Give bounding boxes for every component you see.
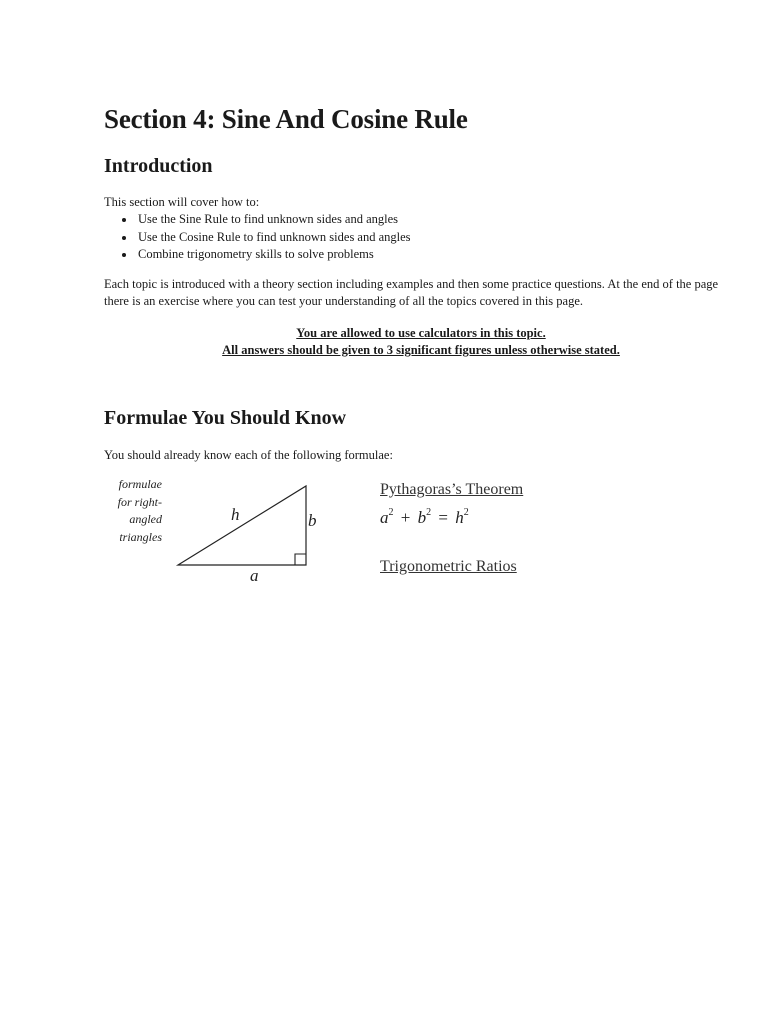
list-item: • Combine trigonometry skills to solve problems: [136, 246, 636, 264]
formula-a: a: [380, 508, 389, 527]
caption-line: triangles: [119, 529, 162, 544]
hypotenuse-label: h: [231, 505, 240, 524]
introduction-lead: This section will cover how to:: [104, 195, 260, 209]
notice-line-significant-figures: All answers should be given to 3 significant figures unless otherwise stated.: [222, 343, 620, 357]
trigonometric-ratios-title: Trigonometric Ratios: [380, 558, 517, 575]
formula-plus: +: [400, 508, 411, 527]
list-item: • Use the Cosine Rule to find unknown sides and angles: [136, 229, 636, 247]
section-title: Section 4: Sine And Cosine Rule: [104, 104, 468, 134]
caption-line: angled: [129, 512, 162, 526]
notice-line-calculators: You are allowed to use calculators in this topic.: [296, 326, 546, 340]
list-item: • Use the Sine Rule to find unknown sides and angles: [136, 211, 636, 229]
right-triangle-figure: [104, 474, 534, 584]
triangle-shape: [178, 486, 306, 565]
formula-exponent: 2: [388, 507, 394, 518]
formula-b: b: [417, 508, 427, 527]
introduction-heading: Introduction: [104, 155, 213, 177]
caption-line: for right-: [117, 494, 162, 509]
formula-exponent: 2: [426, 507, 432, 518]
right-angle-marker: [295, 554, 306, 565]
formula-exponent: 2: [463, 507, 469, 518]
vertical-side-label: b: [308, 511, 317, 530]
formulae-heading: Formulae You Should Know: [104, 407, 347, 429]
formula-h: h: [455, 508, 464, 527]
caption-line: formulae: [118, 477, 162, 491]
base-side-label: a: [250, 566, 259, 584]
right-triangle-diagram: [104, 474, 364, 584]
calculator-notice: [104, 325, 738, 359]
pythagoras-formula: [380, 507, 469, 528]
topic-list: [104, 211, 636, 264]
overview-paragraph: Each topic is introduced with a theory section including examples and then some practice questions. At the end of the page there is an exercise where you can test your understanding of all the topics covered in this page.: [104, 277, 719, 308]
pythagoras-title: Pythagoras’s Theorem: [380, 481, 524, 498]
formula-equals: =: [438, 508, 448, 527]
formulae-lead: You should already know each of the following formulae:: [104, 448, 393, 462]
